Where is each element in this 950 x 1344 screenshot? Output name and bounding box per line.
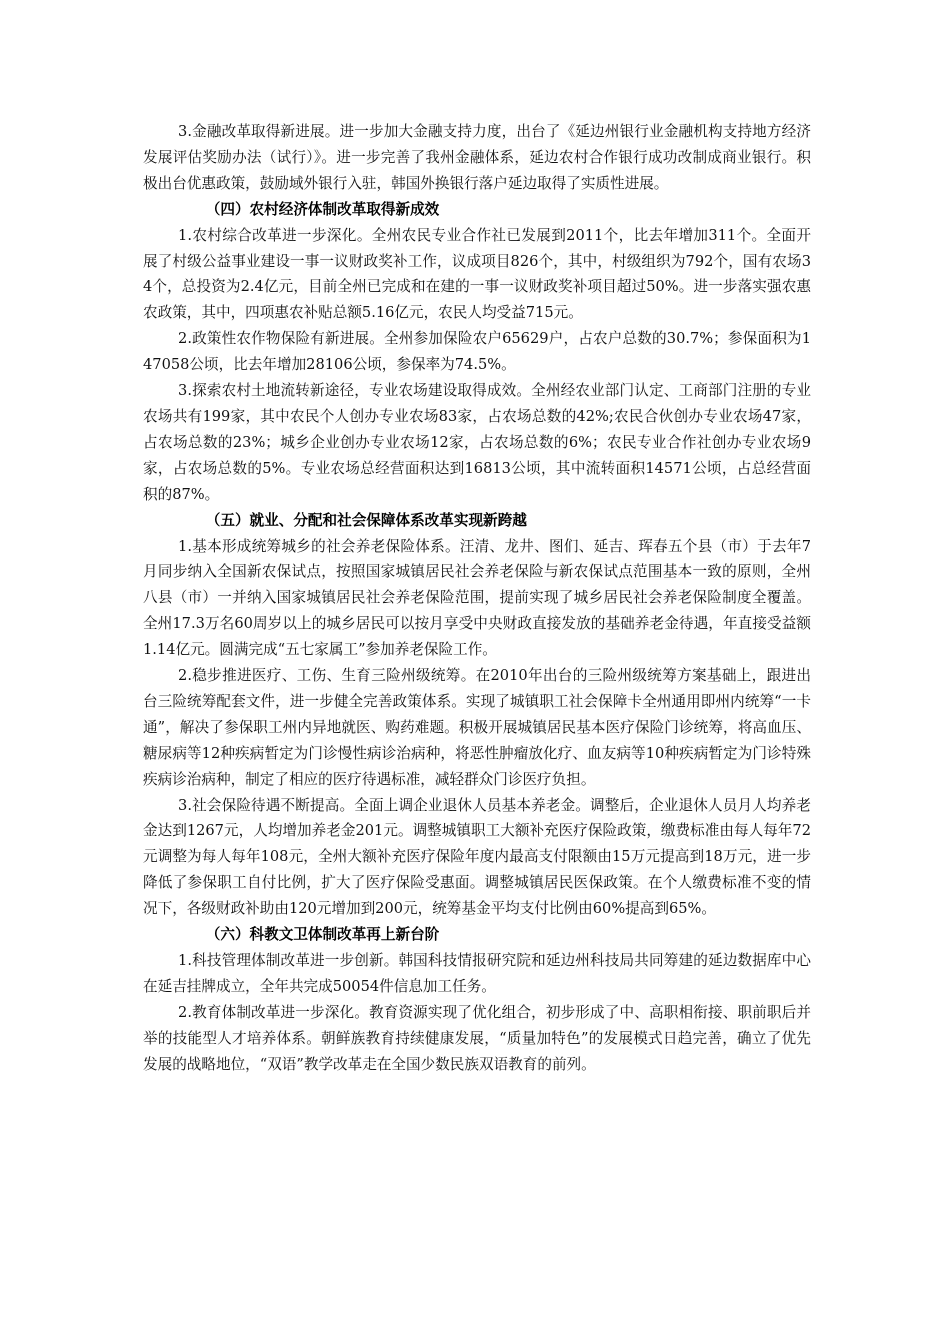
section-heading-rural-economy: （四）农村经济体制改革取得新成效	[205, 200, 440, 218]
section-heading-social-security: （五）就业、分配和社会保障体系改革实现新跨越	[205, 511, 527, 529]
paragraph-insurance-benefits: 3.社会保险待遇不断提高。全面上调企业退休人员基本养老金。调整后，企业退休人员月人均养老金达到1267元，人均增加养老金201元。调整城镇职工大额补充医疗保险政策，缴费标准由每人每年72元调整为每人每年108元，全州大额补充医疗保险年度内最高支付限额由15万元提高到18万元，进一步降低了参保职工自付比例，扩大了医疗保险受惠面。调整城镇居民医保政策。在个人缴费标准不变的情况下，各级财政补助由120元增加到200元，统筹基金平均支付比例由60%提高到65%。	[143, 796, 811, 918]
paragraph-pension-system: 1.基本形成统筹城乡的社会养老保险体系。汪清、龙井、图们、延吉、珲春五个县（市）于去年7月同步纳入全国新农保试点，按照国家城镇居民社会养老保险与新农保试点范围基本一致的原则，全州八县（市）一并纳入国家城镇居民社会养老保险范围，提前实现了城乡居民社会养老保险制度全覆盖。全州17.3万名60周岁以上的城乡居民可以按月享受中央财政直接发放的基础养老金待遇，年直接受益额1.14亿元。圆满完成“五七家属工”参加养老保险工作。	[143, 537, 811, 659]
paragraph-rural-comprehensive-reform: 1.农村综合改革进一步深化。全州农民专业合作社已发展到2011个，比去年增加311个。全面开展了村级公益事业建设一事一议财政奖补工作，议成项目826个，其中，村级组织为792个，国有农场34个，总投资为2.4亿元，目前全州已完成和在建的一事一议财政奖补项目超过50%。进一步落实强农惠农政策，其中，四项惠农补贴总额5.16亿元，农民人均受益715元。	[143, 226, 811, 322]
paragraph-land-transfer: 3.探索农村土地流转新途径，专业农场建设取得成效。全州经农业部门认定、工商部门注册的专业农场共有199家，其中农民个人创办专业农场83家，占农场总数的42%;农民合伙创办专业农场47家，占农场总数的23%；城乡企业创办专业农场12家，占农场总数的6%；农民专业合作社创办专业农场9家，占农场总数的5%。专业农场总经营面积达到16813公顷，其中流转面积14571公顷，占总经营面积的87%。	[143, 382, 811, 503]
section-heading-science-education: （六）科教文卫体制改革再上新台阶	[205, 926, 440, 944]
paragraph-crop-insurance: 2.政策性农作物保险有新进展。全州参加保险农户65629户，占农户总数的30.7%；参保面积为147058公顷，比去年增加28106公顷，参保率为74.5%。	[143, 330, 811, 374]
document-page	[143, 119, 811, 1078]
paragraph-medical-insurance: 2.稳步推进医疗、工伤、生育三险州级统筹。在2010年出台的三险州级统筹方案基础上，跟进出台三险统筹配套文件，进一步健全完善政策体系。实现了城镇职工社会保障卡全州通用即州内统筹“一卡通”，解决了参保职工州内异地就医、购药难题。积极开展城镇居民基本医疗保险门诊统筹，将高血压、糖尿病等12种疾病暂定为门诊慢性病诊治病种，将恶性肿瘤放化疗、血友病等10种疾病暂定为门诊特殊疾病诊治病种，制定了相应的医疗待遇标准，减轻群众门诊医疗负担。	[143, 667, 811, 788]
paragraph-finance-reform: 3.金融改革取得新进展。进一步加大金融支持力度，出台了《延边州银行业金融机构支持地方经济发展评估奖励办法（试行）》。进一步完善了我州金融体系，延边农村合作银行成功改制成商业银行。积极出台优惠政策，鼓励域外银行入驻，韩国外换银行落户延边取得了实质性进展。	[143, 123, 811, 192]
paragraph-education-reform: 2.教育体制改革进一步深化。教育资源实现了优化组合，初步形成了中、高职相衔接、职前职后并举的技能型人才培养体系。朝鲜族教育持续健康发展，“质量加特色”的发展模式日趋完善，确立了优先发展的战略地位，“双语”教学改革走在全国少数民族双语教育的前列。	[143, 1003, 811, 1073]
paragraph-tech-management: 1.科技管理体制改革进一步创新。韩国科技情报研究院和延边州科技局共同筹建的延边数据库中心在延吉挂牌成立，全年共完成50054件信息加工任务。	[143, 952, 811, 995]
